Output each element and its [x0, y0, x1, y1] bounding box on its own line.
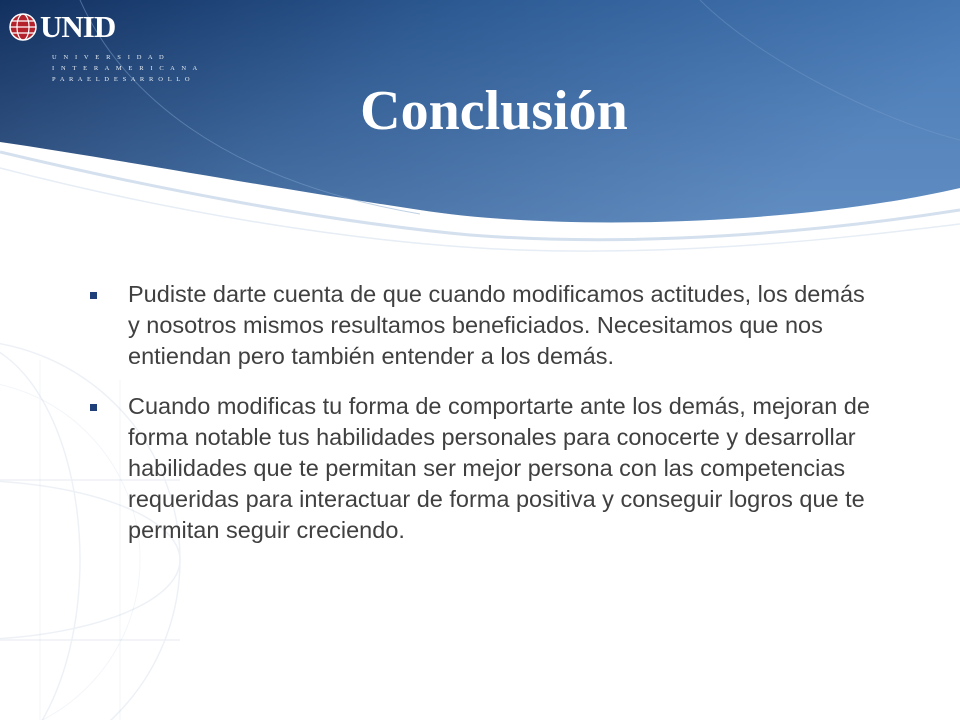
- logo-subtitle-line1: U N I V E R S I D A D: [52, 54, 167, 61]
- slide-title: Conclusión: [360, 80, 628, 142]
- logo-subtitle-line3: P A R A E L D E S A R R O L L O: [52, 76, 192, 83]
- globe-icon: [8, 12, 38, 42]
- logo-subtitle-line2: I N T E R A M E R I C A N A: [52, 65, 200, 72]
- bullet-marker-icon: [90, 292, 97, 299]
- bullet-text: Cuando modificas tu forma de comportarte ante los demás, mejoran de forma notable tus habilidades personales para conocerte y desarrollar habilidades que te permitan ser mejor persona con las competencias requeridas para interactuar de forma positiva y conseguir logros que te permitan seguir creciendo.: [128, 393, 870, 543]
- bullet-item: [90, 391, 870, 546]
- bullet-text: Pudiste darte cuenta de que cuando modificamos actitudes, los demás y nosotros mismos resultamos beneficiados. Necesitamos que nos entiendan pero también entender a los demás.: [128, 281, 865, 369]
- logo-wordmark: UNID: [40, 9, 116, 44]
- bullet-marker-icon: [90, 404, 97, 411]
- unid-logo: [8, 9, 200, 83]
- bullet-list: [90, 279, 870, 565]
- bullet-item: [90, 279, 870, 372]
